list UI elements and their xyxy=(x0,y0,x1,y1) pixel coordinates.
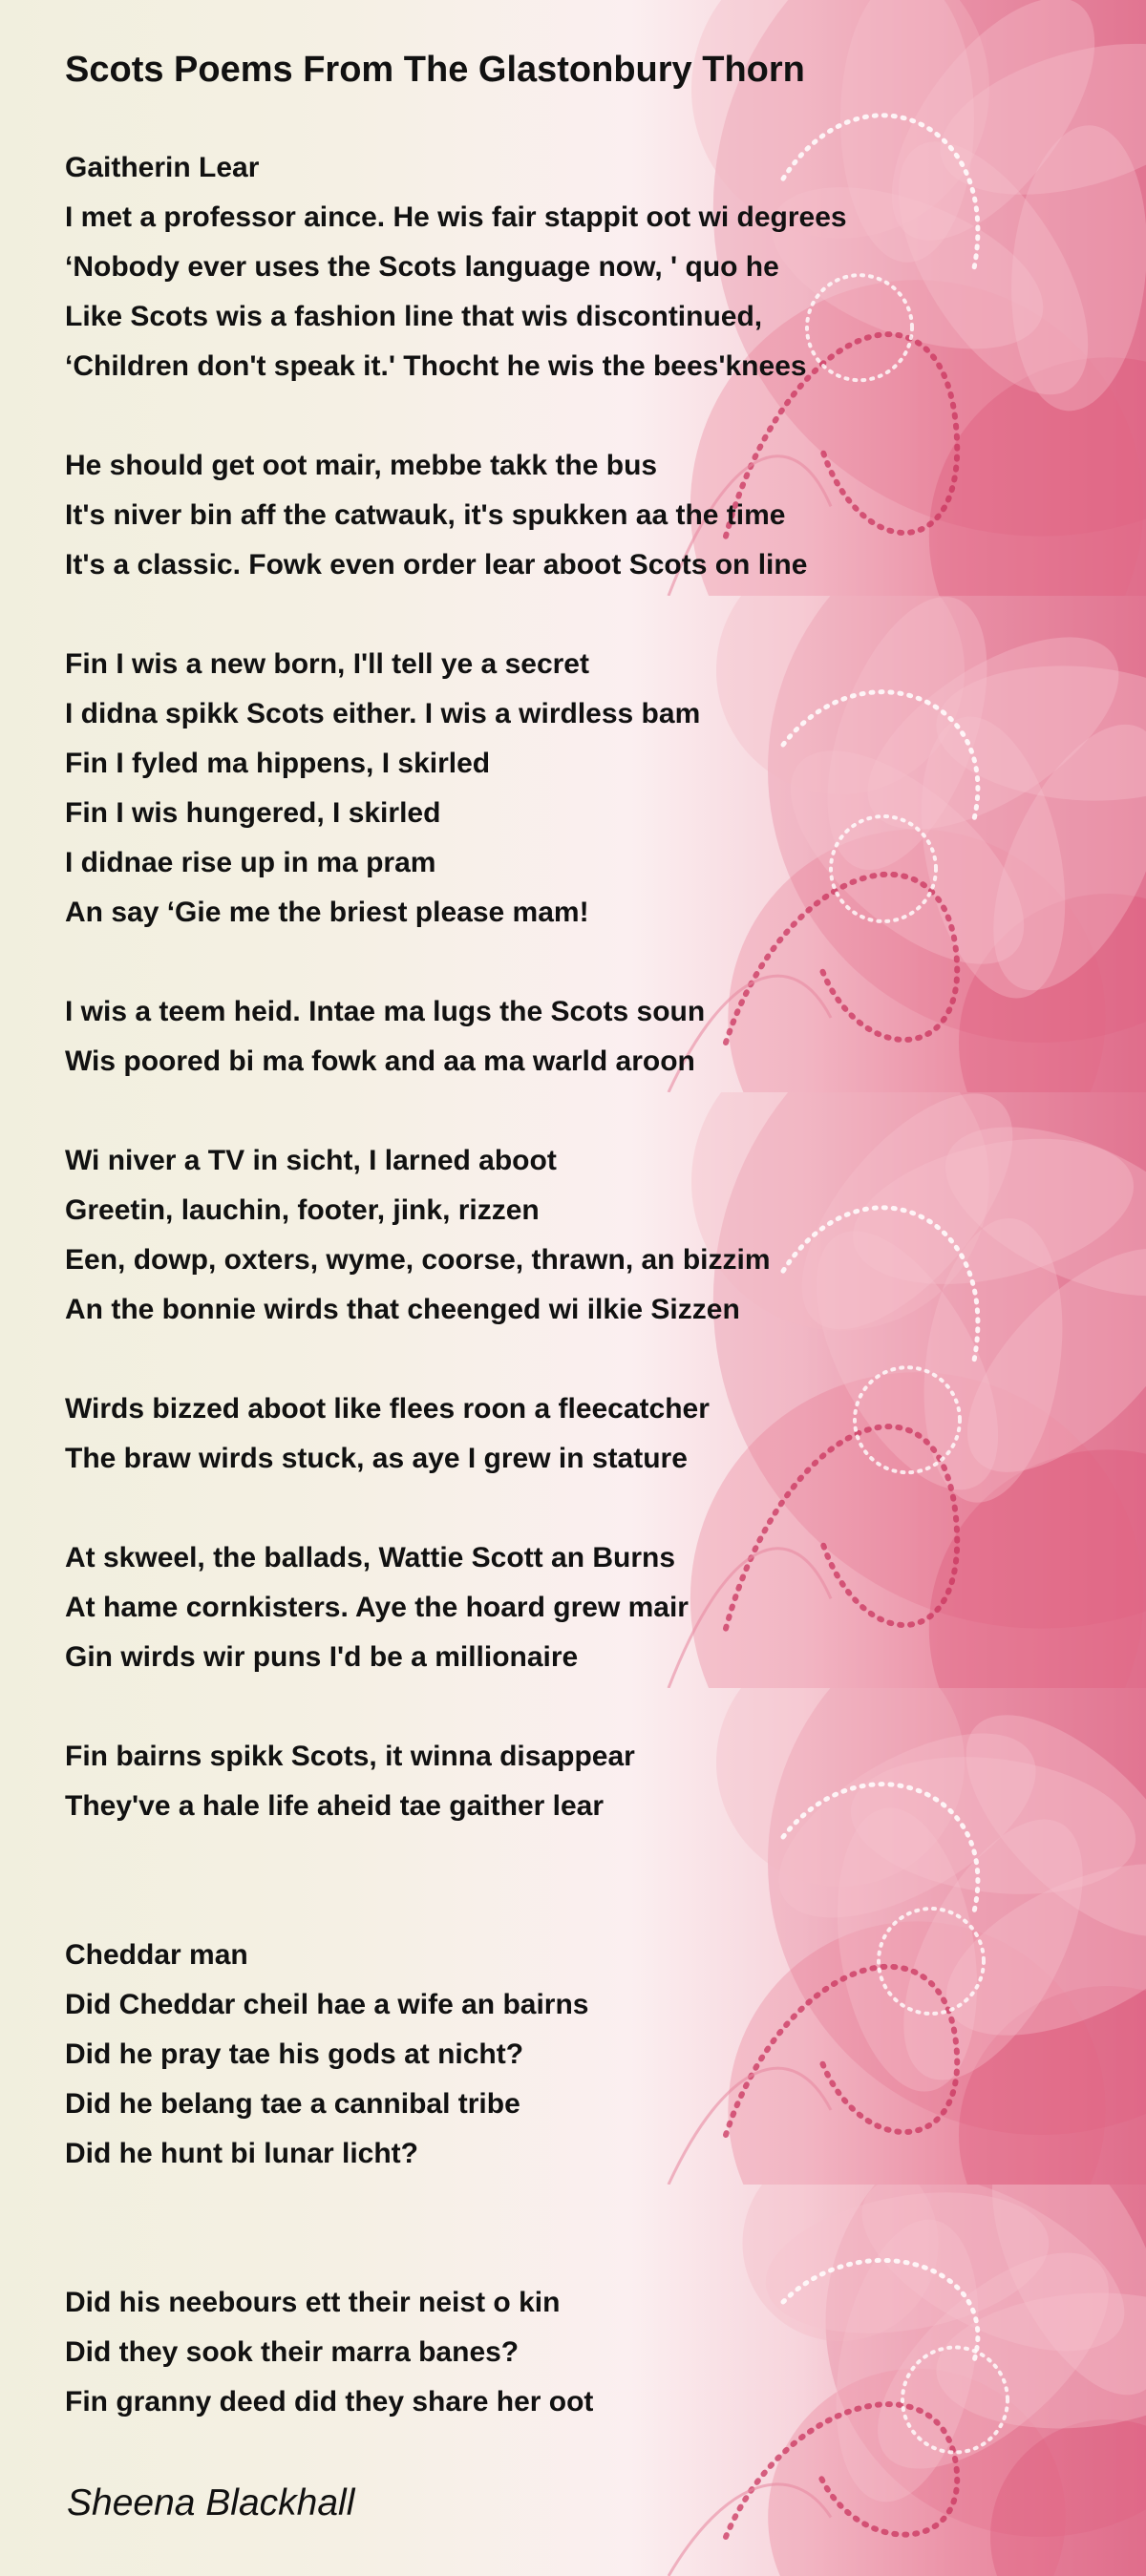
poem-line: Did his neebours ett their neist o kin xyxy=(65,2287,561,2318)
poem-line: Like Scots wis a fashion line that wis discontinued, xyxy=(65,301,763,332)
poem-line: He should get oot mair, mebbe takk the bus xyxy=(65,450,658,481)
poem-line: They've a hale life aheid tae gaither lear xyxy=(65,1790,605,1822)
poem-line: Did they sook their marra banes? xyxy=(65,2336,520,2368)
poem-line: Did he pray tae his gods at nicht? xyxy=(65,2038,524,2070)
poem-line: The braw wirds stuck, as aye I grew in stature xyxy=(65,1443,688,1474)
poem-section-heading: Cheddar man xyxy=(65,1939,248,1971)
poem-line: Did he hunt bi lunar licht? xyxy=(65,2138,418,2169)
poem-line: Fin I wis hungered, I skirled xyxy=(65,797,441,829)
poem-line: Fin I fyled ma hippens, I skirled xyxy=(65,748,491,779)
poem-line: ‘Nobody ever uses the Scots language now, ' quo he xyxy=(65,251,779,283)
poem-line: Greetin, lauchin, footer, jink, rizzen xyxy=(65,1194,540,1226)
poem-line: I didnae rise up in ma pram xyxy=(65,847,436,878)
poem-line: Fin granny deed did they share her oot xyxy=(65,2386,594,2418)
poem-line: Fin I wis a new born, I'll tell ye a secret xyxy=(65,648,589,680)
poem-line: I wis a teem heid. Intae ma lugs the Scots soun xyxy=(65,996,706,1027)
poem-line: Gin wirds wir puns I'd be a millionaire xyxy=(65,1641,579,1673)
poem-line: Een, dowp, oxters, wyme, coorse, thrawn, an bizzim xyxy=(65,1244,771,1276)
poem-line: An say ‘Gie me the briest please mam! xyxy=(65,897,589,928)
poem-line: At hame cornkisters. Aye the hoard grew mair xyxy=(65,1592,689,1623)
poem-line: It's a classic. Fowk even order lear aboot Scots on line xyxy=(65,549,808,581)
poem-line: I met a professor aince. He wis fair stappit oot wi degrees xyxy=(65,201,847,233)
poem-line: Did he belang tae a cannibal tribe xyxy=(65,2088,520,2120)
poem-line: Wirds bizzed aboot like flees roon a fleecatcher xyxy=(65,1393,710,1425)
poem-line: Wis poored bi ma fowk and aa ma warld aroon xyxy=(65,1045,695,1077)
poem-title: Scots Poems From The Glastonbury Thorn xyxy=(65,50,805,90)
poem-line: I didna spikk Scots either. I wis a wirdless bam xyxy=(65,698,701,729)
poem-line: Wi niver a TV in sicht, I larned aboot xyxy=(65,1145,557,1176)
poem-line: At skweel, the ballads, Wattie Scott an Burns xyxy=(65,1542,676,1573)
poem-line: ‘Children don't speak it.' Thocht he wis the bees'knees xyxy=(65,350,807,382)
poem-line: It's niver bin aff the catwauk, it's spukken aa the time xyxy=(65,499,786,531)
poem-line: Did Cheddar cheil hae a wife an bairns xyxy=(65,1989,589,2020)
poem-line: Fin bairns spikk Scots, it winna disappear xyxy=(65,1741,635,1772)
poem-section-heading: Gaitherin Lear xyxy=(65,152,260,183)
poem-author: Sheena Blackhall xyxy=(67,2482,355,2523)
poem-line: An the bonnie wirds that cheenged wi ilkie Sizzen xyxy=(65,1294,740,1325)
